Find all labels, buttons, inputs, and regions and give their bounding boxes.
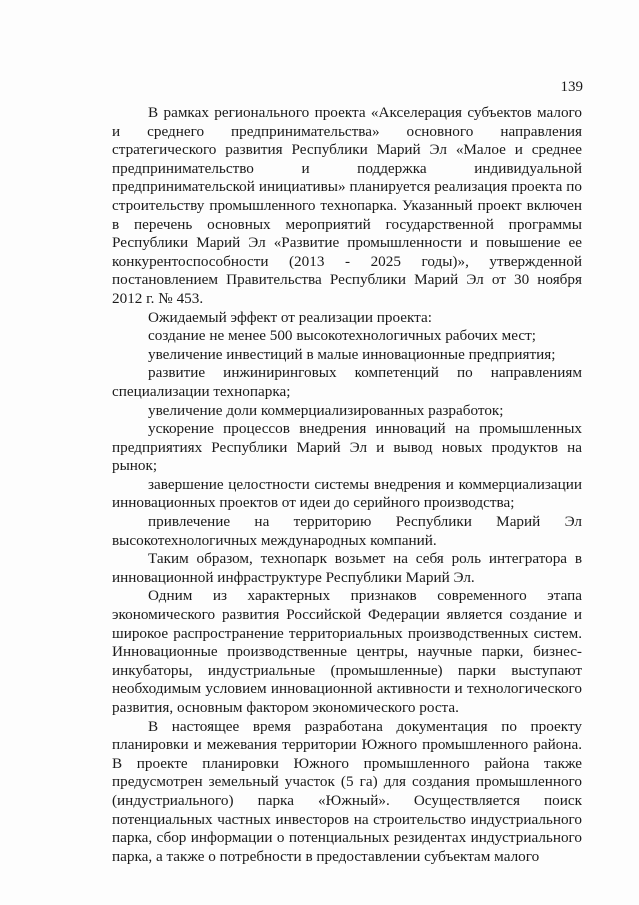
list-item-attraction: привлечение на территорию Республики Марий Эл высокотехнологичных международных компаний.	[112, 513, 582, 549]
list-item-innovation-speedup: ускорение процессов внедрения инноваций на промышленных предприятиях Республики Марий Эл и вывод новых продуктов на рынок;	[112, 420, 582, 475]
page-number: 139	[560, 79, 583, 95]
list-item-engineering: развитие инжиниринговых компетенций по направлениям специализации технопарка;	[112, 364, 582, 400]
paragraph-expected-effect: Ожидаемый эффект от реализации проекта:	[148, 308, 432, 326]
list-item-commercialization: увеличение доли коммерциализированных разработок;	[148, 401, 504, 419]
paragraph-industrial-park: В настоящее время разработана документация по проекту планировки и межевания территории Южного промышленного района. В проекте планировки Южного промышленного района также предусмотрен земельный участок (5 га) для создания промышленного (индустриального) парка «Южный». Осуществляется поиск потенциальных частных инвесторов на строительство индустриального парка, сбор информации о потенциальных резидентах индустриального парка, а также о потребности в предоставлении субъектам малого	[112, 717, 582, 865]
list-item-system-integrity: завершение целостности системы внедрения и коммерциализации инновационных проектов от идеи до серийного производства;	[112, 475, 582, 512]
document-body	[112, 104, 582, 866]
paragraph-production-systems: Одним из характерных признаков современного этапа экономического развития Российской Федерации является создание и широкое распространение территориальных производственных систем. Инновационные производственные центры, научные парки, бизнес-инкубаторы, индустриальные (промышленные) парки выступают необходимым условием инновационной активности и технологического развития, основным фактором экономического роста.	[112, 587, 582, 716]
paragraph-integrator: Таким образом, технопарк возьмет на себя роль интегратора в инновационной инфраструктуре Республики Марий Эл.	[112, 550, 582, 586]
list-item-investments: увеличение инвестиций в малые инновационные предприятия;	[148, 345, 556, 363]
paragraph-project-intro: В рамках регионального проекта «Акселерация субъектов малого и среднего предпринимательства» основного направления стратегического развития Республики Марий Эл «Малое и среднее предпринимательство и поддержка индивидуальной предпринимательской инициативы» планируется реализация проекта по строительству промышленного технопарка. Указанный проект включен в перечень основных мероприятий государственной программы Республики Марий Эл «Развитие промышленности и повышение ее конкурентоспособности (2013 - 2025 годы)», утвержденной постановлением Правительства Республики Марий Эл от 30 ноября 2012 г. № 453.	[112, 104, 582, 307]
list-item-jobs: создание не менее 500 высокотехнологичных рабочих мест;	[148, 327, 536, 345]
